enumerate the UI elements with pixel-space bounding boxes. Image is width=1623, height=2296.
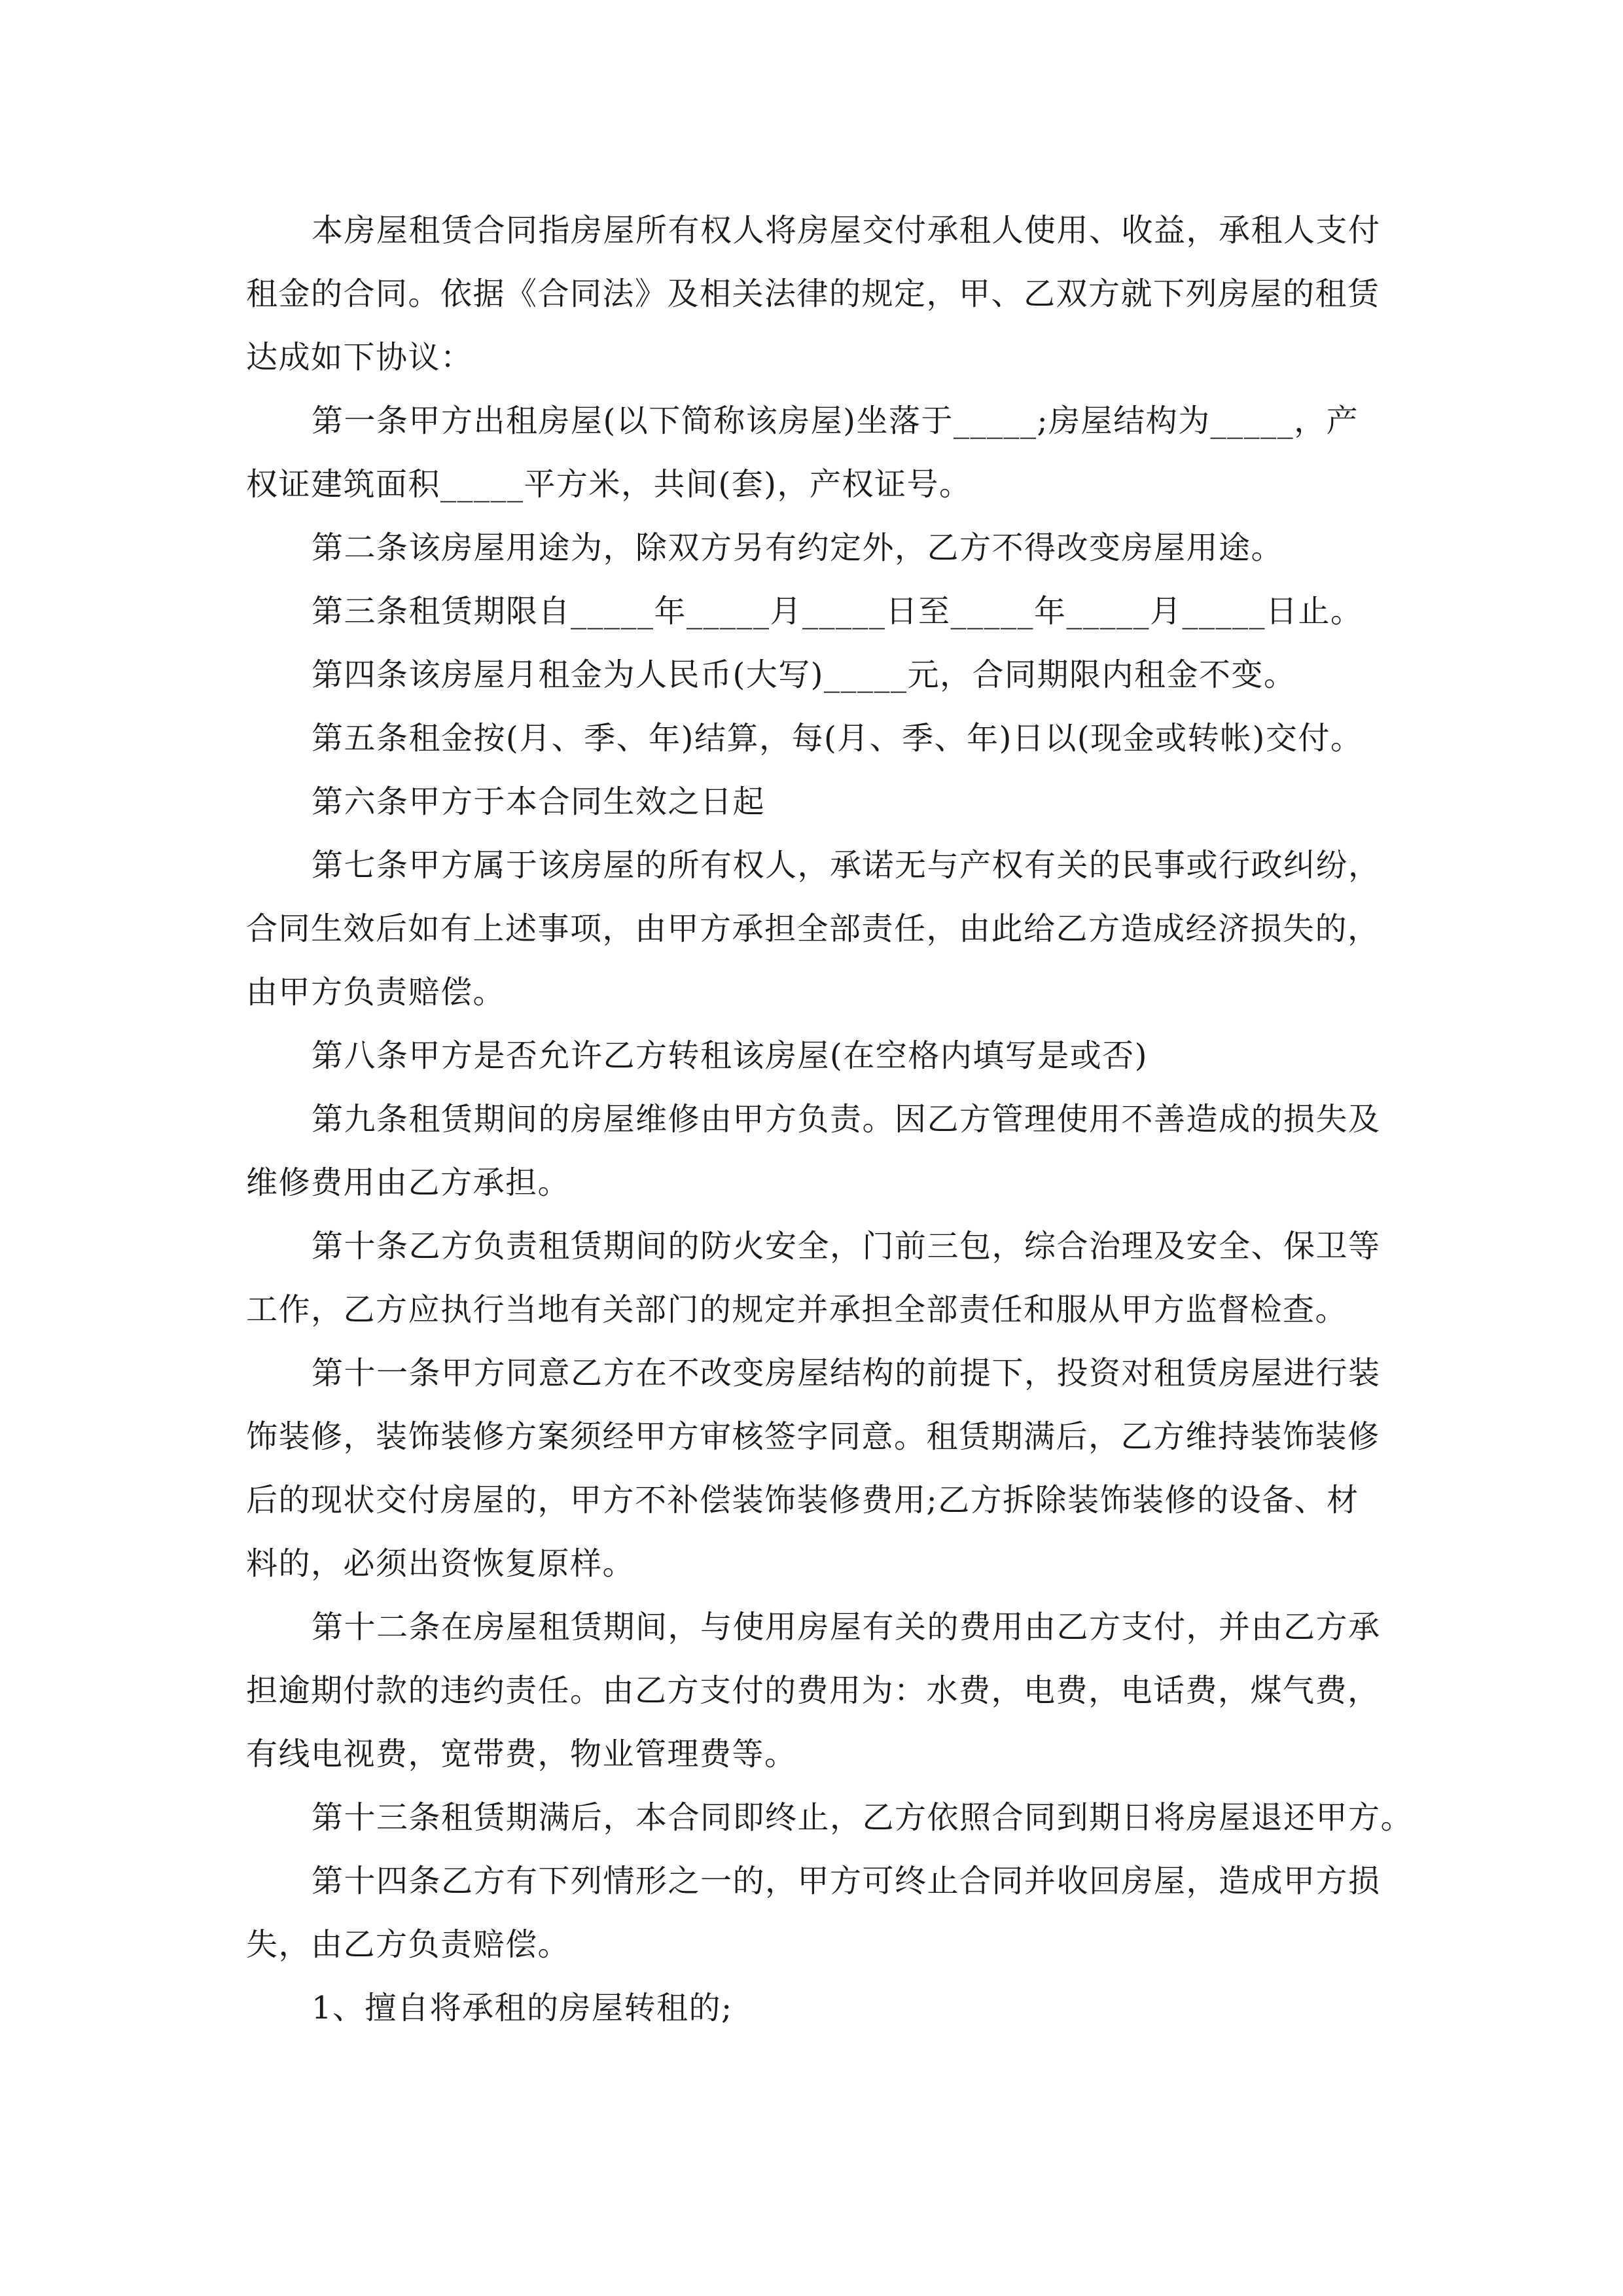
text-line: 第三条租赁期限自_____年_____月_____日至_____年_____月_____日止。 <box>312 593 1363 630</box>
text-line: 工作，乙方应执行当地有关部门的规定并承担全部责任和服从甲方监督检查。 <box>246 1291 1348 1328</box>
paragraph-article-6 <box>246 770 1395 834</box>
text-line: 第一条甲方出租房屋(以下简称该房屋)坐落于_____;房屋结构为_____，产 <box>312 403 1359 439</box>
paragraph-intro <box>246 199 1395 389</box>
paragraph-article-4 <box>246 643 1395 707</box>
text-line: 第六条甲方于本合同生效之日起 <box>312 783 766 820</box>
paragraph-article-14 <box>246 1850 1395 1977</box>
paragraph-article-11 <box>246 1342 1395 1596</box>
text-line: 达成如下协议： <box>246 339 473 376</box>
paragraph-article-7 <box>246 834 1395 1024</box>
text-line: 有线电视费，宽带费，物业管理费等。 <box>246 1736 797 1772</box>
paragraph-article-12 <box>246 1596 1395 1786</box>
text-line: 第十三条租赁期满后，本合同即终止，乙方依照合同到期日将房屋退还甲方。 <box>312 1799 1414 1836</box>
paragraph-article-1 <box>246 389 1395 516</box>
paragraph-item-1 <box>246 1977 1395 2040</box>
text-line: 租金的合同。依据《合同法》及相关法律的规定，甲、乙双方就下列房屋的租赁 <box>246 276 1380 312</box>
text-line: 第五条租金按(月、季、年)结算，每(月、季、年)日以(现金或转帐)交付。 <box>312 720 1363 757</box>
text-line: 由甲方负责赔偿。 <box>246 974 506 1011</box>
text-line: 失，由乙方负责赔偿。 <box>246 1926 571 1963</box>
paragraph-article-10 <box>246 1215 1395 1342</box>
paragraph-article-9 <box>246 1088 1395 1215</box>
text-line: 饰装修，装饰装修方案须经甲方审核签字同意。租赁期满后，乙方维持装饰装修 <box>246 1418 1380 1455</box>
text-line: 合同生效后如有上述事项，由甲方承担全部责任，由此给乙方造成经济损失的， <box>246 910 1380 947</box>
text-line: 第十一条甲方同意乙方在不改变房屋结构的前提下，投资对租赁房屋进行装 <box>312 1355 1381 1391</box>
text-line: 料的，必须出资恢复原样。 <box>246 1545 635 1582</box>
text-line: 第二条该房屋用途为，除双方另有约定外，乙方不得改变房屋用途。 <box>312 529 1284 566</box>
text-line: 第八条甲方是否允许乙方转租该房屋(在空格内填写是或否) <box>312 1037 1148 1074</box>
paragraph-article-2 <box>246 516 1395 580</box>
text-line: 本房屋租赁合同指房屋所有权人将房屋交付承租人使用、收益，承租人支付 <box>312 212 1381 249</box>
text-line: 担逾期付款的违约责任。由乙方支付的费用为：水费，电费，电话费，煤气费， <box>246 1672 1380 1709</box>
text-line: 后的现状交付房屋的，甲方不补偿装饰装修费用;乙方拆除装饰装修的设备、材 <box>246 1482 1359 1518</box>
text-line: 维修费用由乙方承担。 <box>246 1164 571 1201</box>
text-line: 第九条租赁期间的房屋维修由甲方负责。因乙方管理使用不善造成的损失及 <box>312 1101 1381 1138</box>
paragraph-article-8 <box>246 1024 1395 1088</box>
text-line: 权证建筑面积_____平方米，共间(套)，产权证号。 <box>246 466 972 503</box>
text-line: 第四条该房屋月租金为人民币(大写)_____元，合同期限内租金不变。 <box>312 656 1296 693</box>
text-line: 第七条甲方属于该房屋的所有权人，承诺无与产权有关的民事或行政纠纷， <box>312 847 1381 884</box>
paragraph-article-3 <box>246 580 1395 643</box>
paragraph-article-5 <box>246 707 1395 770</box>
text-line: 第十四条乙方有下列情形之一的，甲方可终止合同并收回房屋，造成甲方损 <box>312 1863 1381 1899</box>
text-line: 第十条乙方负责租赁期间的防火安全，门前三包，综合治理及安全、保卫等 <box>312 1228 1381 1265</box>
paragraph-article-13 <box>246 1786 1414 1850</box>
document-body <box>246 199 1414 2040</box>
text-line: 1、擅自将承租的房屋转租的; <box>312 1990 733 2026</box>
text-line: 第十二条在房屋租赁期间，与使用房屋有关的费用由乙方支付，并由乙方承 <box>312 1609 1381 1645</box>
